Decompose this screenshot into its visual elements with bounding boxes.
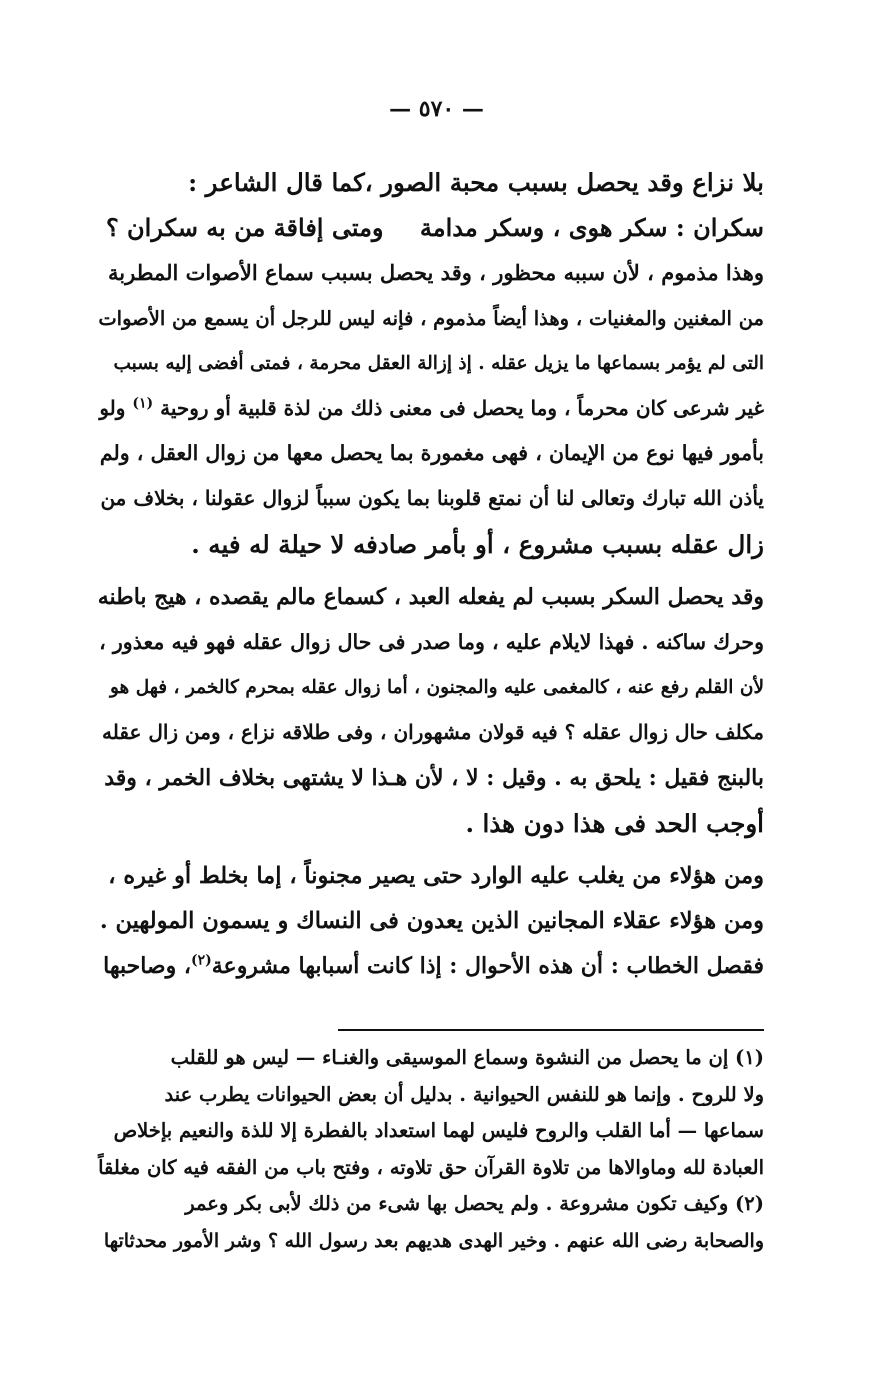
footnote-divider (338, 1029, 764, 1031)
footnote-line: (٢) وكيف تكون مشروعة . ولم يحصل بها شىء من ذلك لأبى بكر وعمر (185, 1192, 764, 1215)
footnote-ref-1[interactable]: (١) (132, 395, 154, 412)
text-line: أوجب الحد فى هذا دون هذا . (465, 808, 764, 838)
page-number: — ٥٧٠ — (389, 96, 484, 122)
footnotes-section (98, 1040, 764, 1259)
text-line: من المغنين والمغنيات ، وهذا أيضاً مذموم ، فإنه ليس للرجل أن يسمع من الأصوات (98, 306, 764, 330)
text-line: وهذا مذموم ، لأن سببه محظور ، وقد يحصل بسبب سماع الأصوات المطربة (108, 260, 764, 286)
text-line (98, 386, 764, 431)
text-line: لأن القلم رفع عنه ، كالمغمى عليه والمجنون ، أما زوال عقله بمحرم كالخمر ، فهل هو (109, 677, 764, 699)
main-text (98, 160, 764, 990)
text-segment: ولو (99, 396, 126, 421)
text-line: بالبنج فقيل : يلحق به . وقيل : لا ، لأن هـذا لا يشتهى بخلاف الخمر ، وقد (104, 764, 764, 791)
footnote-ref-2[interactable]: (٢) (190, 953, 212, 970)
footnote-line: (١) إن ما يحصل من النشوة وسماع الموسيقى والغنـاء — ليس هو للقلب (170, 1046, 764, 1069)
footnote-line: العبادة لله وماوالاها من تلاوة القرآن حق تلاوته ، وفتح باب من الفقه فيه كان مغلقاً (98, 1155, 764, 1179)
text-line: مكلف حال زوال عقله ؟ فيه قولان مشهوران ، وفى طلاقه نزاع ، ومن زال عقله (101, 720, 764, 745)
text-line: ومن هؤلاء من يغلب عليه الوارد حتى يصير مجنوناً ، إما بخلط أو غيره ، (108, 863, 764, 890)
footnote-line: سماعها — أما القلب والروح فليس لهما استعداد بالفطرة إلا للذة والنعيم بإخلاص (113, 1119, 764, 1142)
footnote-line: والصحابة رضى الله عنهم . وخير الهدى هديهم بعد رسول الله ؟ وشر الأمور محدثاتها (103, 1229, 764, 1252)
paragraph-4 (98, 944, 764, 989)
paragraph-1 (98, 250, 764, 566)
text-line: زال عقله بسبب مشروع ، أو بأمر صادفه لا حيلة له فيه . (191, 529, 764, 559)
verse-hemistich-1: سكران : سكر هوى ، وسكر مدامة (419, 213, 764, 243)
text-segment: فقصل الخطاب : أن هذه الأحوال : إذا كانت أسبابها مشروعة (211, 953, 764, 980)
text-line: بلا نزاع وقد يحصل بسبب محبة الصور ،كما قال الشاعر : (188, 168, 764, 197)
text-line: وقد يحصل السكر بسبب لم يفعله العبد ، كسماع مالم يقصده ، هيج باطنه (97, 583, 764, 610)
text-line: بأمور فيها نوع من الإيمان ، فهى مغمورة بما يحصل معها من زوال العقل ، ولم (99, 441, 764, 466)
paragraph-3 (98, 854, 764, 944)
paragraph-2 (98, 575, 764, 846)
text-line: التى لم يؤمر بسماعها ما يزيل عقله . إذ إزالة العقل محرمة ، فمتى أفضى إليه بسبب (113, 352, 764, 374)
poem-verse (98, 205, 764, 250)
footnote-line: ولا للروح . وإنما هو للنفس الحيوانية . بدليل أن بعض الحيوانات يطرب عند (164, 1082, 764, 1106)
verse-hemistich-2: ومتى إفاقة من به سكران ؟ (105, 213, 384, 243)
text-segment: ، وصاحبها (103, 953, 191, 980)
text-line: وحرك ساكنه . فهذا لايلام عليه ، وما صدر فى حال زوال عقله فهو فيه معذور ، (99, 630, 764, 655)
text-segment: غير شرعى كان محرماً ، وما يحصل فى معنى ذلك من لذة قلبية أو روحية (160, 396, 764, 421)
text-line: يأذن الله تبارك وتعالى لنا أن نمتع قلوبنا بما يكون سبباً لزوال عقولنا ، بخلاف من (100, 486, 764, 511)
text-line: ومن هؤلاء عقلاء المجانين الذين يعدون فى النساك و يسمون المولهين . (99, 908, 764, 935)
